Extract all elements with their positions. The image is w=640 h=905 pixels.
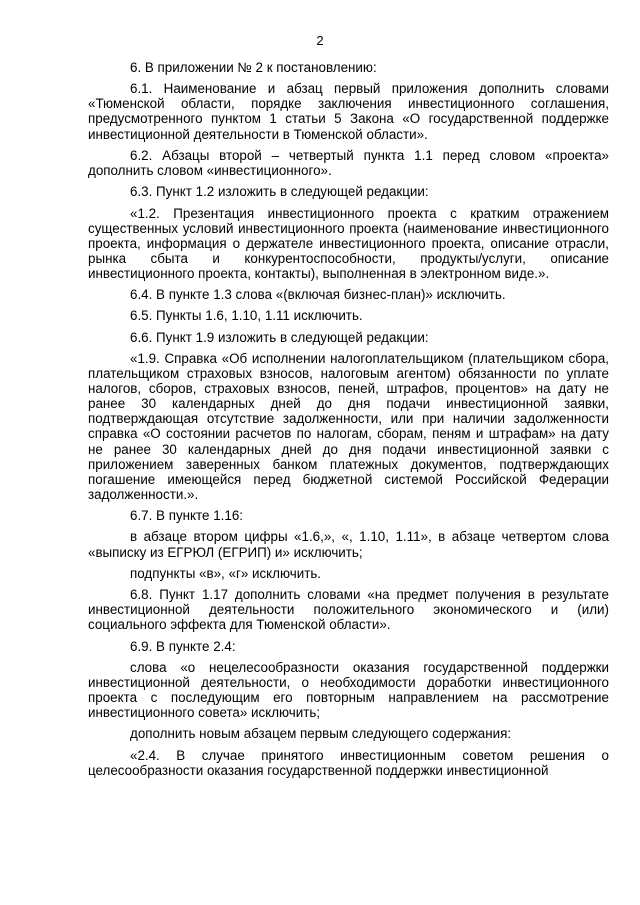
paragraph-2-4-quote: «2.4. В случае принятого инвестиционным советом решения о целесообразности оказания государственной поддержки инвестиционной [88, 747, 609, 778]
paragraph-6-7-item-1: в абзаце втором цифры «1.6,», «, 1.10, 1.11», в абзаце четвертом слова «выписку из ЕГРЮЛ (ЕГРИП) и» исключить; [88, 529, 609, 560]
paragraph-6-2: 6.2. Абзацы второй – четвертый пункта 1.1 перед словом «проекта» дополнить словом «инвестиционного». [88, 147, 609, 178]
paragraph-1-2-quote: «1.2. Презентация инвестиционного проекта с кратким отражением существенных условий инвестиционного проекта (наименование инвестиционного проекта, информация о держателе инвестиционного проекта, описание отрасли, рынка сбыта и конкурентоспособности, продукты/услуги, описание инвестиционного проекта, контакты), выполненная в электронном виде.». [88, 205, 609, 281]
paragraph-6-7: 6.7. В пункте 1.16: [130, 508, 243, 524]
paragraph-6-5: 6.5. Пункты 1.6, 1.10, 1.11 исключить. [130, 308, 363, 324]
paragraph-1-9-quote: «1.9. Справка «Об исполнении налогоплательщиком (плательщиком сбора, плательщиком страховых взносов, налоговым агентом) обязанности по уплате налогов, сборов, страховых взносов, пеней, штрафов, процентов» на дату не ранее 30 календарных дней до дня подачи инвестиционной заявки, подтверждающая отсутствие задолженности, или при наличии задолженности справка «О состоянии расчетов по налогам, сборам, пеням и штрафам» на дату не ранее 30 календарных дней до дня подачи инвестиционной заявки с приложением заверенных банком платежных документов, подтверждающих погашение имеющейся перед бюджетной системой Российской Федерации задолженности.». [88, 351, 609, 502]
paragraph-6-6: 6.6. Пункт 1.9 изложить в следующей редакции: [130, 329, 429, 345]
paragraph-6-8: 6.8. Пункт 1.17 дополнить словами «на предмет получения в результате инвестиционной деятельности положительного экономического и (или) социального эффекта для Тюменской области». [88, 587, 609, 633]
paragraph-6-9-item-1: слова «о нецелесообразности оказания государственной поддержки инвестиционной деятельности, о необходимости доработки инвестиционного проекта с последующим его повторным направлением на рассмотрение инвестиционного совета» исключить; [88, 659, 609, 721]
paragraph-6-9: 6.9. В пункте 2.4: [130, 638, 236, 654]
paragraph-6: 6. В приложении № 2 к постановлению: [130, 60, 377, 75]
paragraph-6-9-item-2: дополнить новым абзацем первым следующего содержания: [130, 726, 512, 742]
paragraph-6-7-item-2: подпункты «в», «г» исключить. [130, 565, 322, 581]
paragraph-6-3: 6.3. Пункт 1.2 изложить в следующей редакции: [130, 184, 429, 200]
document-body [88, 60, 609, 784]
paragraph-6-1: 6.1. Наименование и абзац первый приложения дополнить словами «Тюменской области, порядке заключения инвестиционного соглашения, предусмотренного пунктом 1 статьи 5 Закона «О государственной поддержке инвестиционной деятельности в Тюменской области». [88, 81, 609, 142]
page-number: 2 [316, 33, 324, 48]
paragraph-6-4: 6.4. В пункте 1.3 слова «(включая бизнес-план)» исключить. [130, 287, 506, 303]
